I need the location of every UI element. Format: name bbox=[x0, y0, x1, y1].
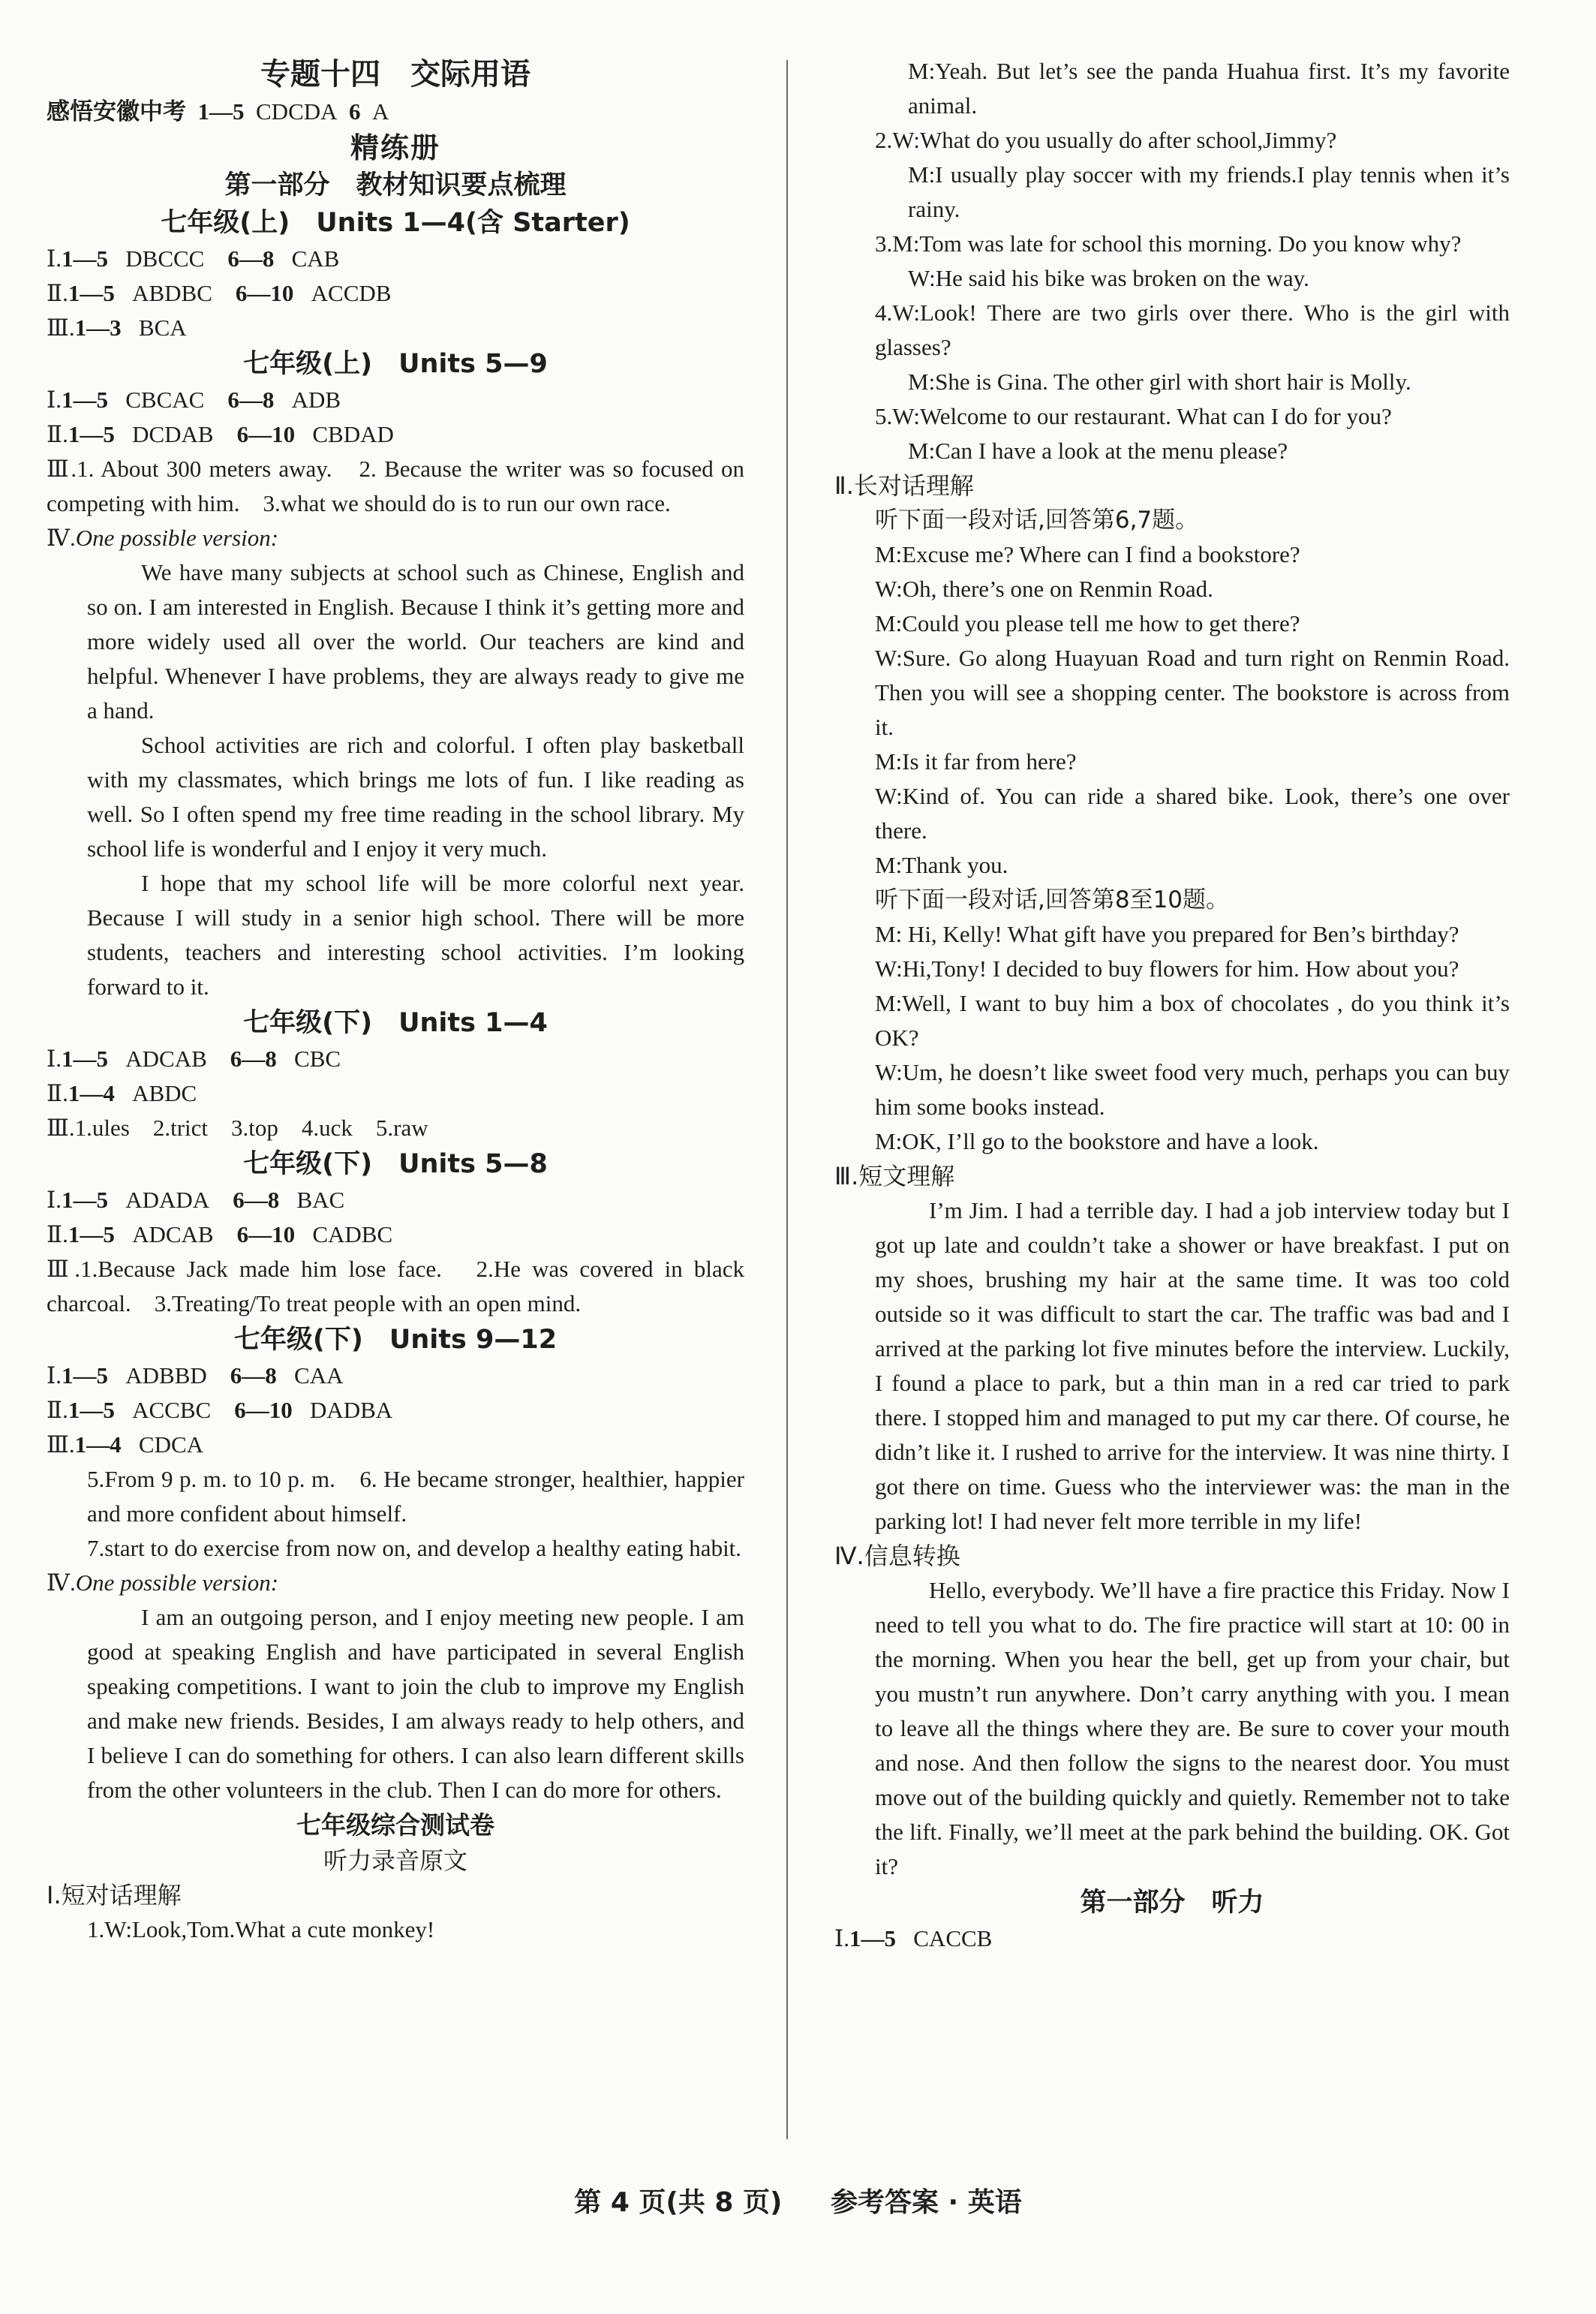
dialog-line: M: Hi, Kelly! What gift have you prepared for Ben’s birthday? bbox=[875, 921, 1459, 947]
dialog-line: M:Can I have a look at the menu please? bbox=[908, 438, 1288, 464]
dialog-intro: 听下面一段对话,回答第6,7题。 bbox=[875, 507, 1199, 534]
essay-label: Ⅳ.One possible version: bbox=[47, 525, 279, 551]
dialog-line: 4.W:Look! There are two girls over there. Who is the girl with glasses? bbox=[875, 299, 1510, 360]
answer-text: 7.start to do exercise from now on, and develop a healthy eating habit. bbox=[87, 1535, 742, 1561]
answer-row: Ⅰ.1—5 ADBBD 6—8 CAA bbox=[47, 1362, 344, 1389]
essay-paragraph: We have many subjects at school such as Chinese, English and so on. I am interested in English. Because I think it’s getting more and more widely used all over the world. Our teachers are kind and helpful. Whenever I have problems, they are always ready to give me a hand. bbox=[87, 559, 744, 724]
answer-row: Ⅱ.1—5 ABDBC 6—10 ACCDB bbox=[47, 280, 392, 306]
dialog-line: W:Hi,Tony! I decided to buy flowers for him. How about you? bbox=[875, 955, 1459, 982]
unit-heading: 七年级(下) Units 5—8 bbox=[243, 1149, 548, 1179]
answer-row: Ⅱ.1—5 ADCAB 6—10 CADBC bbox=[47, 1221, 393, 1247]
dialog-line: W:Sure. Go along Huayuan Road and turn right on Renmin Road. Then you will see a shopping center. The bookstore is across from it. bbox=[875, 645, 1510, 740]
dialog-line: W:Kind of. You can ride a shared bike. Look, there’s one over there. bbox=[875, 783, 1510, 844]
answer-row: Ⅰ.1—5 DBCCC 6—8 CAB bbox=[47, 245, 340, 272]
dialog-line: M:Yeah. But let’s see the panda Huahua first. It’s my favorite animal. bbox=[908, 58, 1510, 119]
listening-title: 听力录音原文 bbox=[323, 1846, 467, 1875]
section-heading: Ⅲ.短文理解 bbox=[834, 1162, 955, 1190]
footer-subject: 参考答案 · 英语 bbox=[830, 2187, 1022, 2218]
dialog-line: 1.W:Look,Tom.What a cute monkey! bbox=[87, 1916, 435, 1942]
dialog-line: M:She is Gina. The other girl with short hair is Molly. bbox=[908, 369, 1411, 395]
answer-row: Ⅱ.1—5 ACCBC 6—10 DADBA bbox=[47, 1397, 393, 1423]
essay-label: Ⅳ.One possible version: bbox=[47, 1569, 279, 1596]
dialog-line: M:I usually play soccer with my friends.I play tennis when it’s rainy. bbox=[908, 161, 1510, 222]
essay-paragraph: School activities are rich and colorful. I often play basketball with my classmates, which brings me lots of fun. I like reading as well. So I often spend my free time reading in the school library. My school life is wonderful and I enjoy it very much. bbox=[87, 732, 744, 862]
page-number: 第 4 页(共 8 页) bbox=[574, 2187, 783, 2218]
book-title: 精练册 bbox=[350, 131, 440, 164]
dialog-intro: 听下面一段对话,回答第8至10题。 bbox=[875, 886, 1230, 913]
section-heading: Ⅰ.短对话理解 bbox=[47, 1881, 182, 1909]
dialog-line: W:Oh, there’s one on Renmin Road. bbox=[875, 576, 1213, 602]
dialog-line: M:Is it far from here? bbox=[875, 748, 1077, 775]
answer-row: Ⅲ.1—4 CDCA bbox=[47, 1431, 204, 1458]
passage: I’m Jim. I had a terrible day. I had a job interview today but I got up late and couldn’t take a shower or have breakfast. I put on my shoes, brushing my hair at the same time. It was too cold outside so it was difficult to start the car. The traffic was bad and I arrived at the parking lot five minutes before the interview. Luckily, I found a place to park, but a thin man in a red car tried to park there. I stopped him and managed to put my car there. Of course, he didn’t like it. I rushed to arrive for the interview. It was nine thirty. I got there on time. Guess who the interviewer was: the man in the parking lot! I had never felt more terrible in my life! bbox=[875, 1197, 1510, 1534]
left-column bbox=[47, 54, 744, 1947]
dialog-line: 3.M:Tom was late for school this morning. Do you know why? bbox=[875, 230, 1462, 257]
section-heading: Ⅳ.信息转换 bbox=[834, 1542, 960, 1570]
answer-text: Ⅲ.1.Because Jack made him lose face. 2.He was covered in black charcoal. 3.Treating/To treat people with an open mind. bbox=[47, 1256, 744, 1316]
unit-heading: 七年级(上) Units 1—4(含 Starter) bbox=[161, 208, 630, 238]
page-footer bbox=[0, 2184, 1596, 2222]
unit-heading: 七年级(下) Units 9—12 bbox=[233, 1325, 558, 1355]
answer-row: Ⅱ.1—4 ABDC bbox=[47, 1080, 197, 1106]
column-divider bbox=[786, 60, 788, 2139]
part-title: 第一部分 教材知识要点梳理 bbox=[224, 170, 567, 200]
dialog-line: M:Well, I want to buy him a box of chocolates , do you think it’s OK? bbox=[875, 990, 1510, 1051]
dialog-line: M:Excuse me? Where can I find a bookstore? bbox=[875, 541, 1300, 567]
passage: Hello, everybody. We’ll have a fire practice this Friday. Now I need to tell you what to do. The fire practice will start at 10: 00 in the morning. When you hear the bell, get up from your chair, but you mustn’t run anywhere. Don’t carry anything with you. I mean to leave all the things where they are. Be sure to cover your mouth and nose. And then follow the signs to the nearest door. You must move out of the building quickly and quietly. Remember not to take the lift. Finally, we’ll meet at the park behind the building. OK. Got it? bbox=[875, 1577, 1510, 1879]
unit-heading: 七年级(下) Units 1—4 bbox=[243, 1008, 548, 1038]
dialog-line: W:Um, he doesn’t like sweet food very much, perhaps you can buy him some books instead. bbox=[875, 1059, 1510, 1120]
dialog-line: 2.W:What do you usually do after school,Jimmy? bbox=[875, 127, 1337, 153]
right-column bbox=[834, 54, 1510, 1956]
test-title: 七年级综合测试卷 bbox=[296, 1810, 494, 1840]
answer-row: Ⅲ.1.ules 2.trict 3.top 4.uck 5.raw bbox=[47, 1115, 428, 1141]
answer-row: Ⅰ.1—5 CBCAC 6—8 ADB bbox=[47, 387, 341, 413]
section-heading: Ⅱ.长对话理解 bbox=[834, 471, 974, 500]
answer-text: Ⅲ.1. About 300 meters away. 2. Because the writer was so focused on competing with him. 3.what we should do is to run our own race. bbox=[47, 456, 744, 516]
zhongkao-answers: 感悟安徽中考 1—5 CDCDA 6 A bbox=[47, 98, 389, 125]
dialog-line: M:Thank you. bbox=[875, 852, 1008, 878]
answer-row: Ⅰ.1—5 ADCAB 6—8 CBC bbox=[47, 1046, 341, 1072]
unit-heading: 七年级(上) Units 5—9 bbox=[243, 349, 548, 379]
part-heading: 第一部分 听力 bbox=[1080, 1888, 1264, 1918]
dialog-line: W:He said his bike was broken on the way. bbox=[908, 265, 1309, 291]
topic-title: 专题十四 交际用语 bbox=[260, 57, 530, 92]
answer-row: Ⅱ.1—5 DCDAB 6—10 CBDAD bbox=[47, 421, 394, 447]
answer-row: Ⅰ.1—5 CACCB bbox=[834, 1925, 993, 1951]
answer-row: Ⅲ.1—3 BCA bbox=[47, 314, 187, 341]
essay-paragraph: I hope that my school life will be more colorful next year. Because I will study in a senior high school. There will be more students, teachers and interesting school activities. I’m looking forward to it. bbox=[87, 870, 744, 1000]
dialog-line: M:OK, I’ll go to the bookstore and have a look. bbox=[875, 1128, 1319, 1154]
dialog-line: M:Could you please tell me how to get there? bbox=[875, 610, 1300, 636]
dialog-line: 5.W:Welcome to our restaurant. What can I do for you? bbox=[875, 403, 1392, 429]
answer-text: 5.From 9 p. m. to 10 p. m. 6. He became stronger, healthier, happier and more confident about himself. bbox=[87, 1466, 744, 1527]
essay-paragraph: I am an outgoing person, and I enjoy meeting new people. I am good at speaking English and have participated in several English speaking competitions. I want to join the club to improve my English and make new friends. Besides, I am always ready to help others, and I believe I can do something for others. I can also learn different skills from the other volunteers in the club. Then I can do more for others. bbox=[87, 1604, 744, 1803]
answer-row: Ⅰ.1—5 ADADA 6—8 BAC bbox=[47, 1187, 345, 1213]
